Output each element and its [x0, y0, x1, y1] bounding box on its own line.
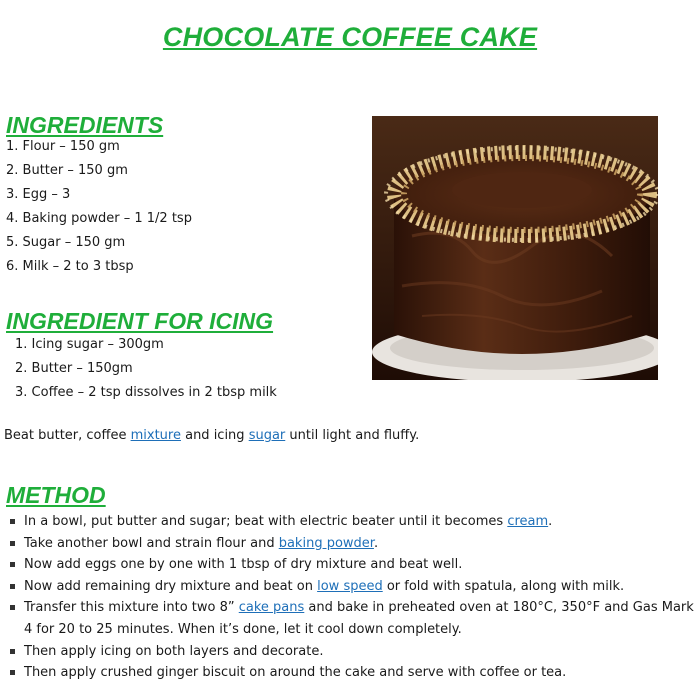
ingredients-heading: INGREDIENTS	[6, 112, 164, 138]
method-step	[8, 662, 698, 684]
bullet-icon	[10, 584, 15, 589]
cream-link[interactable]: cream	[507, 514, 549, 529]
step-text: Then apply crushed ginger biscuit on around the cake and serve with coffee or tea.	[24, 665, 567, 681]
method-step	[8, 576, 698, 598]
icing-heading: INGREDIENT FOR ICING	[6, 308, 274, 334]
beat-text-after: until light and fluffy.	[285, 428, 420, 443]
ingredient-item: 5. Sugar – 150 gm	[6, 235, 126, 250]
icing-list	[15, 333, 277, 405]
method-list	[8, 511, 698, 684]
method-step	[8, 597, 698, 640]
sugar-link[interactable]: sugar	[248, 428, 286, 443]
bullet-icon	[10, 541, 15, 546]
step-text-after: and bake in preheated oven at 180°C, 350°F and Gas Mark 4 for 20 to 25 minutes. When it’s done, let it cool down completely.	[24, 600, 694, 637]
step-text: Now add eggs one by one with 1 tbsp of dry mixture and beat well.	[24, 557, 463, 573]
step-text: Then apply icing on both layers and decorate.	[24, 643, 324, 659]
bullet-icon	[10, 519, 15, 524]
beat-paragraph	[4, 428, 419, 443]
step-text-after: .	[548, 514, 553, 529]
bullet-icon	[10, 562, 15, 567]
step-text-after: .	[373, 535, 379, 551]
method-heading: METHOD	[6, 482, 106, 508]
step-text: In a bowl, put butter and sugar; beat with electric beater until it becomes	[24, 514, 508, 529]
baking-powder-link[interactable]: baking powder	[278, 535, 374, 551]
method-step	[8, 533, 698, 555]
ingredients-list	[6, 135, 192, 279]
page-title: CHOCOLATE COFFEE CAKE	[162, 22, 538, 52]
ingredient-item: 4. Baking powder – 1 1/2 tsp	[6, 211, 192, 226]
ingredient-item: 3. Egg – 3	[6, 187, 71, 202]
beat-text-before: Beat butter, coffee	[4, 428, 131, 443]
method-step	[8, 554, 698, 576]
mixture-link[interactable]: mixture	[130, 428, 181, 443]
step-text: Take another bowl and strain flour and	[24, 535, 279, 551]
bullet-icon	[10, 649, 15, 654]
step-text-after: or fold with spatula, along with milk.	[382, 578, 625, 594]
step-text: Now add remaining dry mixture and beat on	[24, 578, 318, 594]
ingredient-item: 6. Milk – 2 to 3 tbsp	[6, 259, 134, 274]
step-text: Transfer this mixture into two 8”	[24, 600, 239, 616]
bullet-icon	[10, 605, 15, 610]
cake-pans-link[interactable]: cake pans	[238, 600, 305, 616]
cake-illustration	[372, 116, 658, 380]
bullet-icon	[10, 670, 15, 675]
icing-item: 2. Butter – 150gm	[15, 361, 133, 376]
ingredient-item: 1. Flour – 150 gm	[6, 139, 120, 154]
method-step	[8, 511, 698, 533]
icing-item: 1. Icing sugar – 300gm	[15, 337, 164, 352]
icing-item: 3. Coffee – 2 tsp dissolves in 2 tbsp milk	[15, 385, 277, 400]
cake-photo	[372, 116, 658, 380]
beat-text-middle: and icing	[180, 428, 249, 443]
low-speed-link[interactable]: low speed	[317, 578, 383, 594]
ingredient-item: 2. Butter – 150 gm	[6, 163, 128, 178]
method-step	[8, 641, 698, 663]
